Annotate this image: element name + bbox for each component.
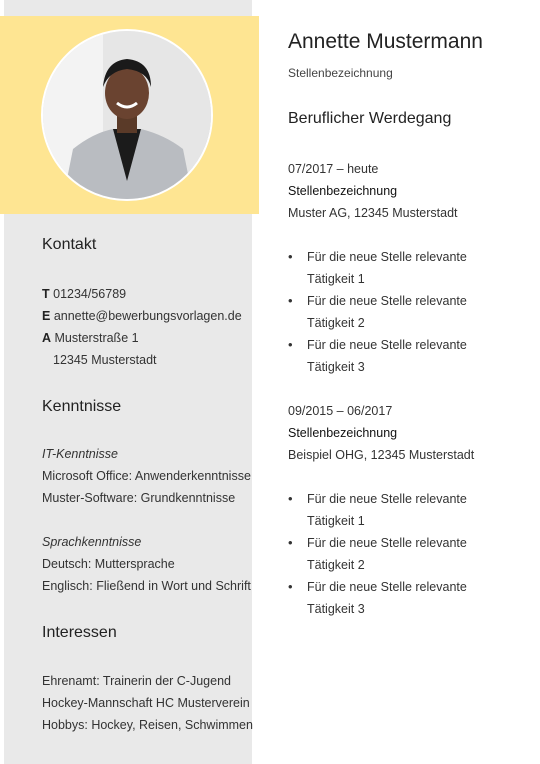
person-icon: [43, 31, 211, 199]
contact-title: Kontakt: [42, 236, 97, 253]
career-company: Muster AG, 12345 Musterstadt: [288, 206, 458, 220]
contact-city: 12345 Musterstadt: [53, 353, 157, 367]
interest-item: Ehrenamt: Trainerin der C-Jugend: [42, 674, 231, 688]
contact-phone: T 01234/56789: [42, 287, 127, 301]
language-skill-item: Deutsch: Muttersprache: [42, 557, 175, 571]
profile-photo: [41, 29, 213, 201]
career-company: Beispiel OHG, 12345 Musterstadt: [288, 448, 475, 462]
language-skill-item: Englisch: Fließend in Wort und Schrift: [42, 579, 251, 593]
career-bullets: [288, 246, 508, 378]
career-period: 07/2017 – heute: [288, 162, 379, 176]
career-role: Stellenbezeichnung: [288, 426, 398, 440]
interest-item: Hobbys: Hockey, Reisen, Schwimmen: [42, 718, 253, 732]
contact-street: A Musterstraße 1: [42, 331, 139, 345]
skills-title: Kenntnisse: [42, 398, 122, 415]
contact-email[interactable]: E annette@bewerbungsvorlagen.de: [42, 309, 242, 323]
list-item: • Für die neue Stelle relevante Tätigkeit 2: [288, 532, 508, 576]
it-skills-heading: IT-Kenntnisse: [42, 447, 118, 461]
it-skill-item: Microsoft Office: Anwenderkenntnisse: [42, 469, 251, 483]
list-item: • Für die neue Stelle relevante Tätigkeit 3: [288, 334, 508, 378]
applicant-name: Annette Mustermann: [288, 30, 483, 53]
job-title: Stellenbezeichnung: [288, 66, 393, 80]
list-item: • Für die neue Stelle relevante Tätigkeit 1: [288, 488, 508, 532]
it-skill-item: Muster-Software: Grundkenntnisse: [42, 491, 236, 505]
list-item: • Für die neue Stelle relevante Tätigkeit 3: [288, 576, 508, 620]
career-role: Stellenbezeichnung: [288, 184, 398, 198]
language-skills-heading: Sprachkenntnisse: [42, 535, 142, 549]
career-title: Beruflicher Werdegang: [288, 110, 452, 127]
interest-item: Hockey-Mannschaft HC Musterverein: [42, 696, 250, 710]
career-period: 09/2015 – 06/2017: [288, 404, 393, 418]
career-bullets: [288, 488, 508, 620]
list-item: • Für die neue Stelle relevante Tätigkeit 1: [288, 246, 508, 290]
list-item: • Für die neue Stelle relevante Tätigkeit 2: [288, 290, 508, 334]
interests-title: Interessen: [42, 624, 117, 641]
